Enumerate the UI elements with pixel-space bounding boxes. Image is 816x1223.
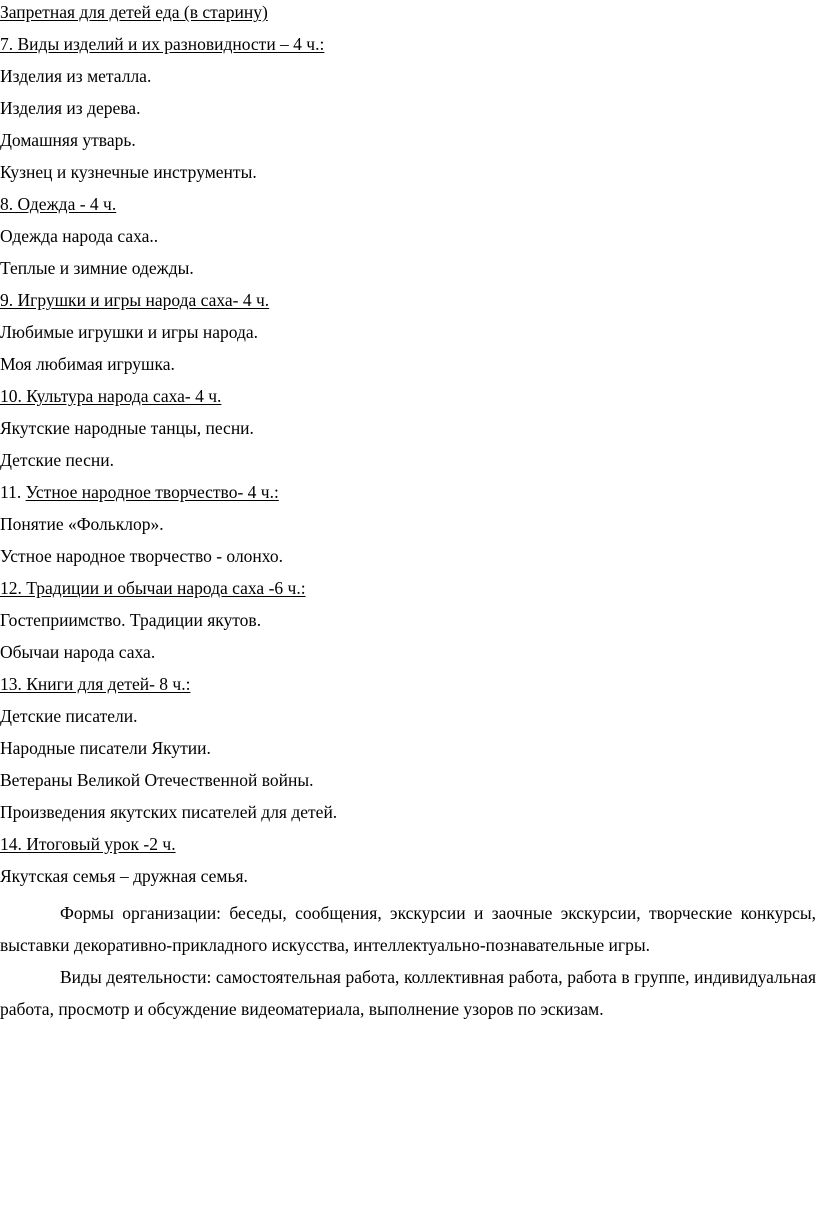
section-heading: 12. Традиции и обычаи народа саха -6 ч.: (0, 578, 306, 598)
list-item: Домашняя утварь. (0, 130, 136, 150)
organization-forms-paragraph: Формы организации: беседы, сообщения, экскурсии и заочные экскурсии, творческие конкурсы, выставки декоративно-прикладного искусства, интеллектуально-познавательные игры. (0, 903, 816, 955)
list-item: Изделия из металла. (0, 66, 152, 86)
section-title: Устное народное творчество- 4 ч.: (25, 482, 279, 502)
list-item: Любимые игрушки и игры народа. (0, 322, 259, 342)
list-item: Народные писатели Якутии. (0, 738, 211, 758)
list-item: Теплые и зимние одежды. (0, 258, 194, 278)
list-item: Моя любимая игрушка. (0, 354, 175, 374)
list-item: Произведения якутских писателей для детей. (0, 802, 338, 822)
list-item: Кузнец и кузнечные инструменты. (0, 162, 257, 182)
list-item: Детские песни. (0, 450, 114, 470)
list-item: Якутские народные танцы, песни. (0, 418, 254, 438)
list-item: Изделия из дерева. (0, 98, 141, 118)
section-heading: 9. Игрушки и игры народа саха- 4 ч. (0, 290, 270, 310)
section-heading: 10. Культура народа саха- 4 ч. (0, 386, 222, 406)
list-item: Детские писатели. (0, 706, 138, 726)
section-heading: 13. Книги для детей- 8 ч.: (0, 674, 191, 694)
activity-types-paragraph: Виды деятельности: самостоятельная работа, коллективная работа, работа в группе, индивидуальная работа, просмотр и обсуждение видеоматериала, выполнение узоров по эскизам. (0, 967, 816, 1019)
list-item: Ветераны Великой Отечественной войны. (0, 770, 314, 790)
section-heading: 7. Виды изделий и их разновидности – 4 ч.: (0, 34, 325, 54)
list-item: Гостеприимство. Традиции якутов. (0, 610, 262, 630)
list-item: Одежда народа саха.. (0, 226, 159, 246)
list-item: Запретная для детей еда (в старину) (0, 2, 268, 22)
list-item: Якутская семья – дружная семья. (0, 866, 248, 886)
section-heading: 14. Итоговый урок -2 ч. (0, 834, 176, 854)
section-heading: 8. Одежда - 4 ч. (0, 194, 117, 214)
list-item: Устное народное творчество - олонхо. (0, 546, 283, 566)
section-number: 11. (0, 482, 26, 502)
list-item: Понятие «Фольклор». (0, 514, 164, 534)
list-item: Обычаи народа саха. (0, 642, 156, 662)
section-heading (0, 481, 279, 503)
